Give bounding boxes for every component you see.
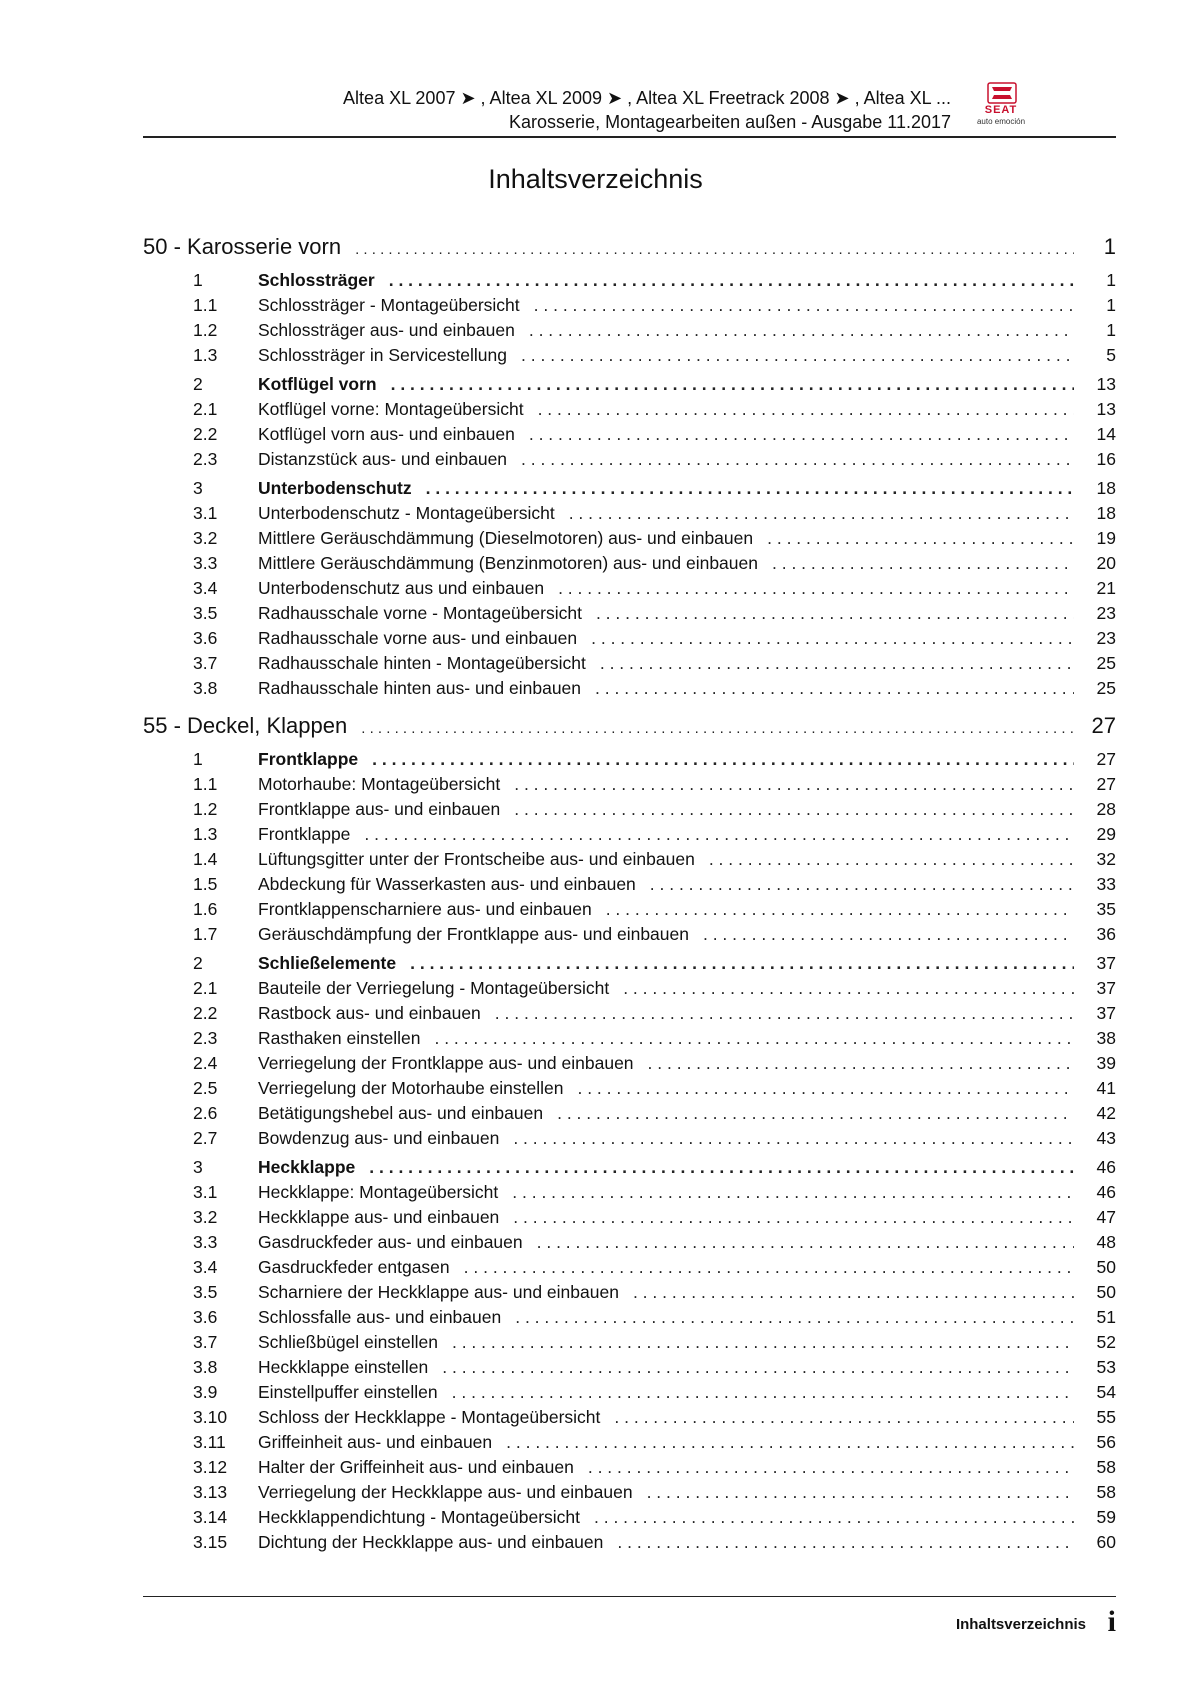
toc-entry-title: 50 - Karosserie vorn — [143, 234, 342, 259]
toc-page-number: 51 — [1096, 1307, 1116, 1327]
toc-entry-number: 2.6 — [193, 1103, 218, 1123]
toc-entry-number: 3.4 — [193, 578, 218, 598]
toc-page-number: 46 — [1096, 1157, 1116, 1177]
toc-item[interactable] — [143, 1003, 1116, 1028]
toc-entry-number: 1.2 — [193, 320, 218, 340]
toc-entry-number: 3.2 — [193, 1207, 218, 1227]
toc-page-number: 37 — [1096, 953, 1116, 973]
dot-leader — [772, 553, 1074, 574]
toc-page-number: 1 — [1103, 234, 1116, 259]
toc-item[interactable] — [143, 924, 1116, 949]
header-subtitle: Karosserie, Montagearbeiten außen - Ausgabe 11.2017 — [509, 112, 951, 132]
dot-leader — [606, 899, 1074, 920]
dot-leader — [648, 1053, 1074, 1074]
toc-entry-title: Scharniere der Heckklappe aus- und einbauen — [258, 1282, 619, 1302]
toc-page-number: 27 — [1096, 749, 1116, 769]
toc-entry-title: Unterbodenschutz aus und einbauen — [258, 578, 545, 598]
toc-entry-title: Kotflügel vorn — [258, 374, 377, 394]
toc-entry-number: 3.13 — [193, 1482, 228, 1502]
toc-entry-number: 2 — [193, 953, 203, 973]
toc-entry-title: Schlossträger in Servicestellung — [258, 345, 508, 365]
toc-entry-number: 2 — [193, 374, 203, 394]
toc-page-number: 32 — [1096, 849, 1116, 869]
dot-leader — [369, 1157, 1074, 1178]
toc-page-number: 35 — [1096, 899, 1116, 919]
toc-entry-number: 3.8 — [193, 1357, 218, 1377]
toc-page-number: 28 — [1096, 799, 1116, 819]
toc-page-number: 54 — [1096, 1382, 1116, 1402]
dot-leader — [614, 1407, 1074, 1428]
toc-chapter[interactable] — [143, 713, 1116, 745]
toc-page-number: 37 — [1096, 978, 1116, 998]
dot-leader — [537, 1232, 1074, 1253]
dot-leader — [361, 720, 1074, 737]
toc-entry-title: Einstellpuffer einstellen — [258, 1382, 438, 1402]
footer-label: Inhaltsverzeichnis — [955, 1616, 1086, 1633]
dot-leader — [558, 578, 1074, 599]
dot-leader — [372, 749, 1074, 770]
toc-page-number: 25 — [1096, 653, 1116, 673]
dot-leader — [389, 270, 1074, 291]
toc-entry-title: Kotflügel vorn aus- und einbauen — [258, 424, 515, 444]
dot-leader — [452, 1332, 1074, 1353]
toc-item[interactable] — [143, 1078, 1116, 1103]
dot-leader — [703, 924, 1074, 945]
toc-entry-title: Schlossträger - Montageübersicht — [258, 295, 520, 315]
toc-entry-number: 1.2 — [193, 799, 218, 819]
dot-leader — [569, 503, 1074, 524]
dot-leader — [709, 849, 1074, 870]
toc-entry-number: 3.14 — [193, 1507, 228, 1527]
toc-section[interactable] — [143, 270, 1116, 295]
toc-item[interactable] — [143, 774, 1116, 799]
toc-entry-number: 3.10 — [193, 1407, 228, 1427]
toc-entry-title: Frontklappe — [258, 749, 359, 769]
toc-page-number: 43 — [1096, 1128, 1116, 1148]
toc-entry-title: Bauteile der Verriegelung - Montageübersicht — [258, 978, 610, 998]
toc-entry-number: 2.1 — [193, 978, 218, 998]
dot-leader — [767, 528, 1074, 549]
toc-page-number: 50 — [1096, 1257, 1116, 1277]
toc-entry-number: 3.8 — [193, 678, 218, 698]
dot-leader — [600, 653, 1074, 674]
page-title: Inhaltsverzeichnis — [488, 164, 703, 194]
toc-item[interactable] — [143, 1232, 1116, 1257]
toc-page-number: 27 — [1091, 713, 1116, 738]
header-divider — [143, 136, 1116, 138]
toc-item[interactable] — [143, 578, 1116, 603]
toc-page-number: 5 — [1106, 345, 1116, 365]
toc-entry-number: 2.3 — [193, 1028, 218, 1048]
toc-page-number: 18 — [1096, 478, 1116, 498]
toc-page-number: 27 — [1096, 774, 1116, 794]
toc-page-number: 36 — [1096, 924, 1116, 944]
toc-page-number: 52 — [1096, 1332, 1116, 1352]
toc-section[interactable] — [143, 478, 1116, 503]
toc-entry-number: 1 — [193, 749, 203, 769]
toc-entry-number: 3.3 — [193, 1232, 218, 1252]
dot-leader — [594, 1507, 1074, 1528]
toc-item[interactable] — [143, 1028, 1116, 1053]
dot-leader — [434, 1028, 1074, 1049]
toc-entry-number: 1.3 — [193, 345, 218, 365]
toc-entry-title: Heckklappendichtung - Montageübersicht — [258, 1507, 580, 1527]
dot-leader — [588, 1457, 1074, 1478]
toc-page-number: 1 — [1106, 270, 1116, 290]
toc-item[interactable] — [143, 978, 1116, 1003]
toc-entry-number: 1.1 — [193, 295, 218, 315]
toc-entry-title: Dichtung der Heckklappe aus- und einbauen — [258, 1532, 604, 1552]
toc-page-number: 13 — [1096, 374, 1116, 394]
dot-leader — [595, 678, 1074, 699]
dot-leader — [464, 1257, 1074, 1278]
toc-item[interactable] — [143, 1332, 1116, 1357]
dot-leader — [514, 799, 1074, 820]
toc-page-number: 33 — [1096, 874, 1116, 894]
toc-entry-title: Radhausschale vorne aus- und einbauen — [258, 628, 578, 648]
toc-entry-number: 3.6 — [193, 628, 218, 648]
footer-divider — [143, 1596, 1116, 1597]
toc-item[interactable] — [143, 503, 1116, 528]
toc-item[interactable] — [143, 628, 1116, 653]
logo-brand-text: SEAT — [984, 104, 1018, 116]
dot-leader — [538, 399, 1074, 420]
toc-item[interactable] — [143, 603, 1116, 628]
toc-entry-number: 2.5 — [193, 1078, 218, 1098]
dot-leader — [513, 1207, 1074, 1228]
toc-item[interactable] — [143, 1307, 1116, 1332]
dot-leader — [623, 978, 1074, 999]
toc-entry-number: 3.3 — [193, 553, 218, 573]
toc-page-number: 53 — [1096, 1357, 1116, 1377]
toc-page-number: 42 — [1096, 1103, 1116, 1123]
toc-item[interactable] — [143, 1357, 1116, 1382]
dot-leader — [521, 449, 1074, 470]
dot-leader — [617, 1532, 1074, 1553]
toc-page-number: 37 — [1096, 1003, 1116, 1023]
toc-item[interactable] — [143, 345, 1116, 370]
toc-entry-title: Frontklappenscharniere aus- und einbauen — [258, 899, 592, 919]
toc-entry-number: 2.7 — [193, 1128, 218, 1148]
toc-entry-number: 2.4 — [193, 1053, 218, 1073]
toc-page-number: 20 — [1096, 553, 1116, 573]
toc-page-number: 21 — [1096, 578, 1116, 598]
toc-chapter[interactable] — [143, 234, 1116, 266]
toc-entry-title: Mittlere Geräuschdämmung (Benzinmotoren) aus- und einbauen — [258, 553, 758, 573]
toc-entry-number: 1.5 — [193, 874, 218, 894]
dot-leader — [426, 478, 1074, 499]
toc-entry-title: Schlossträger — [258, 270, 375, 290]
toc-entry-number: 2.2 — [193, 424, 218, 444]
toc-page-number: 23 — [1096, 603, 1116, 623]
toc-page-number: 18 — [1096, 503, 1116, 523]
toc-entry-title: Betätigungshebel aus- und einbauen — [258, 1103, 544, 1123]
toc-page-number: 16 — [1096, 449, 1116, 469]
toc-entry-number: 3.7 — [193, 653, 218, 673]
toc-page-number: 46 — [1096, 1182, 1116, 1202]
toc-item[interactable] — [143, 1182, 1116, 1207]
toc-entry-title: Geräuschdämpfung der Frontklappe aus- und einbauen — [258, 924, 689, 944]
toc-entry-number: 3.11 — [193, 1432, 226, 1452]
toc-entry-title: Mittlere Geräuschdämmung (Dieselmotoren) aus- und einbauen — [258, 528, 754, 548]
toc-entry-title: Motorhaube: Montageübersicht — [258, 774, 501, 794]
toc-entry-title: Frontklappe — [258, 824, 351, 844]
toc-item[interactable] — [143, 1457, 1116, 1482]
dot-leader — [364, 824, 1074, 845]
toc-entry-title: Verriegelung der Motorhaube einstellen — [258, 1078, 564, 1098]
seat-logo — [966, 82, 1036, 132]
toc-page-number: 47 — [1096, 1207, 1116, 1227]
toc-item[interactable] — [143, 1532, 1116, 1557]
toc-entry-number: 1.7 — [193, 924, 218, 944]
toc-entry-number: 3.7 — [193, 1332, 218, 1352]
toc-item[interactable] — [143, 1053, 1116, 1078]
toc-entry-title: Bowdenzug aus- und einbauen — [258, 1128, 500, 1148]
toc-entry-title: Heckklappe: Montageübersicht — [258, 1182, 499, 1202]
toc-entry-title: Heckklappe — [258, 1157, 356, 1177]
dot-leader — [442, 1357, 1074, 1378]
toc-entry-title: Schließbügel einstellen — [258, 1332, 438, 1352]
toc-entry-title: Halter der Griffeinheit aus- und einbauen — [258, 1457, 574, 1477]
toc-entry-number: 3.12 — [193, 1457, 228, 1477]
dot-leader — [512, 1182, 1074, 1203]
dot-leader — [410, 953, 1074, 974]
toc-entry-number: 3 — [193, 1157, 203, 1177]
toc-entry-title: Frontklappe aus- und einbauen — [258, 799, 501, 819]
toc-page-number: 60 — [1096, 1532, 1116, 1552]
toc-entry-number: 3.5 — [193, 603, 218, 623]
toc-item[interactable] — [143, 874, 1116, 899]
toc-item[interactable] — [143, 1103, 1116, 1128]
toc-page-number: 19 — [1096, 528, 1116, 548]
dot-leader — [515, 1307, 1074, 1328]
toc-entry-number: 2.1 — [193, 399, 218, 419]
toc-entry-title: Distanzstück aus- und einbauen — [258, 449, 508, 469]
toc-entry-number: 3.9 — [193, 1382, 218, 1402]
toc-page-number: 56 — [1096, 1432, 1116, 1452]
toc-section[interactable] — [143, 749, 1116, 774]
toc-item[interactable] — [143, 424, 1116, 449]
dot-leader — [506, 1432, 1074, 1453]
toc-section[interactable] — [143, 374, 1116, 399]
toc-item[interactable] — [143, 678, 1116, 703]
toc-entry-number: 3.1 — [193, 1182, 218, 1202]
toc-section[interactable] — [143, 953, 1116, 978]
toc-entry-title: Verriegelung der Frontklappe aus- und einbauen — [258, 1053, 634, 1073]
toc-page-number: 29 — [1096, 824, 1116, 844]
dot-leader — [355, 241, 1074, 258]
toc-entry-title: 55 - Deckel, Klappen — [143, 713, 348, 738]
toc-page-number: 55 — [1096, 1407, 1116, 1427]
toc-entry-title: Lüftungsgitter unter der Frontscheibe aus- und einbauen — [258, 849, 695, 869]
dot-leader — [521, 345, 1074, 366]
toc-page-number: 1 — [1106, 320, 1116, 340]
toc-page-number: 38 — [1096, 1028, 1116, 1048]
dot-leader — [596, 603, 1074, 624]
toc-entry-number: 1.1 — [193, 774, 218, 794]
toc-item[interactable] — [143, 553, 1116, 578]
toc-entry-number: 1.6 — [193, 899, 218, 919]
toc-page-number: 25 — [1096, 678, 1116, 698]
toc-entry-title: Schlossfalle aus- und einbauen — [258, 1307, 502, 1327]
toc-item[interactable] — [143, 1432, 1116, 1457]
toc-entry-title: Gasdruckfeder entgasen — [258, 1257, 450, 1277]
toc-page-number: 13 — [1096, 399, 1116, 419]
toc-page-number: 39 — [1096, 1053, 1116, 1073]
toc-page-number: 41 — [1096, 1078, 1116, 1098]
toc-entry-title: Schlossträger aus- und einbauen — [258, 320, 515, 340]
toc-page-number: 58 — [1096, 1482, 1116, 1502]
toc-item[interactable] — [143, 1482, 1116, 1507]
dot-leader — [452, 1382, 1074, 1403]
toc-item[interactable] — [143, 1257, 1116, 1282]
toc-page-number: 1 — [1106, 295, 1116, 315]
toc-entry-title: Griffeinheit aus- und einbauen — [258, 1432, 493, 1452]
toc-entry-number: 3.6 — [193, 1307, 218, 1327]
toc-item[interactable] — [143, 1207, 1116, 1232]
dot-leader — [591, 628, 1074, 649]
toc-item[interactable] — [143, 824, 1116, 849]
dot-leader — [534, 295, 1074, 316]
toc-entry-title: Verriegelung der Heckklappe aus- und einbauen — [258, 1482, 633, 1502]
toc-entry-title: Radhausschale hinten - Montageübersicht — [258, 653, 586, 673]
toc-entry-number: 3.5 — [193, 1282, 218, 1302]
toc-entry-number: 3.2 — [193, 528, 218, 548]
toc-item[interactable] — [143, 1128, 1116, 1153]
toc-item[interactable] — [143, 449, 1116, 474]
toc-entry-title: Kotflügel vorne: Montageübersicht — [258, 399, 524, 419]
toc-entry-number: 3.15 — [193, 1532, 228, 1552]
toc-entry-title: Abdeckung für Wasserkasten aus- und einbauen — [258, 874, 636, 894]
dot-leader — [529, 424, 1074, 445]
dot-leader — [391, 374, 1074, 395]
toc-entry-title: Unterbodenschutz — [258, 478, 412, 498]
toc-entry-title: Heckklappe aus- und einbauen — [258, 1207, 500, 1227]
toc-entry-title: Unterbodenschutz - Montageübersicht — [258, 503, 555, 523]
toc-item[interactable] — [143, 1382, 1116, 1407]
footer-page-number: i — [1107, 1605, 1116, 1638]
toc-item[interactable] — [143, 1407, 1116, 1432]
toc-item[interactable] — [143, 1282, 1116, 1307]
toc-item[interactable] — [143, 399, 1116, 424]
toc-entry-title: Rasthaken einstellen — [258, 1028, 421, 1048]
toc-entry-title: Schloss der Heckklappe - Montageübersicht — [258, 1407, 601, 1427]
dot-leader — [495, 1003, 1074, 1024]
header-models: Altea XL 2007 ➤ , Altea XL 2009 ➤ , Altea XL Freetrack 2008 ➤ , Altea XL ... — [343, 88, 951, 108]
toc-item[interactable] — [143, 849, 1116, 874]
toc-item[interactable] — [143, 1507, 1116, 1532]
toc-item[interactable] — [143, 320, 1116, 345]
toc-item[interactable] — [143, 899, 1116, 924]
toc-page-number: 14 — [1096, 424, 1116, 444]
dot-leader — [514, 774, 1074, 795]
table-of-contents — [143, 230, 1116, 1557]
toc-item[interactable] — [143, 528, 1116, 553]
toc-item[interactable] — [143, 799, 1116, 824]
toc-entry-number: 1.3 — [193, 824, 218, 844]
toc-item[interactable] — [143, 653, 1116, 678]
toc-entry-number: 2.3 — [193, 449, 218, 469]
dot-leader — [650, 874, 1074, 895]
toc-page-number: 50 — [1096, 1282, 1116, 1302]
toc-entry-number: 3 — [193, 478, 203, 498]
toc-page-number: 59 — [1096, 1507, 1116, 1527]
toc-entry-title: Schließelemente — [258, 953, 397, 973]
logo-slogan-text: auto emoción — [976, 117, 1026, 126]
toc-item[interactable] — [143, 295, 1116, 320]
dot-leader — [513, 1128, 1074, 1149]
toc-entry-title: Gasdruckfeder aus- und einbauen — [258, 1232, 523, 1252]
dot-leader — [647, 1482, 1074, 1503]
seat-logo-icon — [986, 82, 1018, 104]
toc-entry-number: 1 — [193, 270, 203, 290]
toc-page-number: 48 — [1096, 1232, 1116, 1252]
toc-section[interactable] — [143, 1157, 1116, 1182]
toc-page-number: 23 — [1096, 628, 1116, 648]
dot-leader — [557, 1103, 1074, 1124]
toc-entry-title: Rastbock aus- und einbauen — [258, 1003, 481, 1023]
toc-entry-number: 1.4 — [193, 849, 218, 869]
toc-entry-number: 3.1 — [193, 503, 218, 523]
toc-page-number: 58 — [1096, 1457, 1116, 1477]
toc-entry-title: Heckklappe einstellen — [258, 1357, 429, 1377]
toc-entry-number: 3.4 — [193, 1257, 218, 1277]
toc-entry-title: Radhausschale hinten aus- und einbauen — [258, 678, 582, 698]
dot-leader — [633, 1282, 1074, 1303]
dot-leader — [529, 320, 1074, 341]
toc-entry-title: Radhausschale vorne - Montageübersicht — [258, 603, 582, 623]
dot-leader — [577, 1078, 1074, 1099]
toc-entry-number: 2.2 — [193, 1003, 218, 1023]
